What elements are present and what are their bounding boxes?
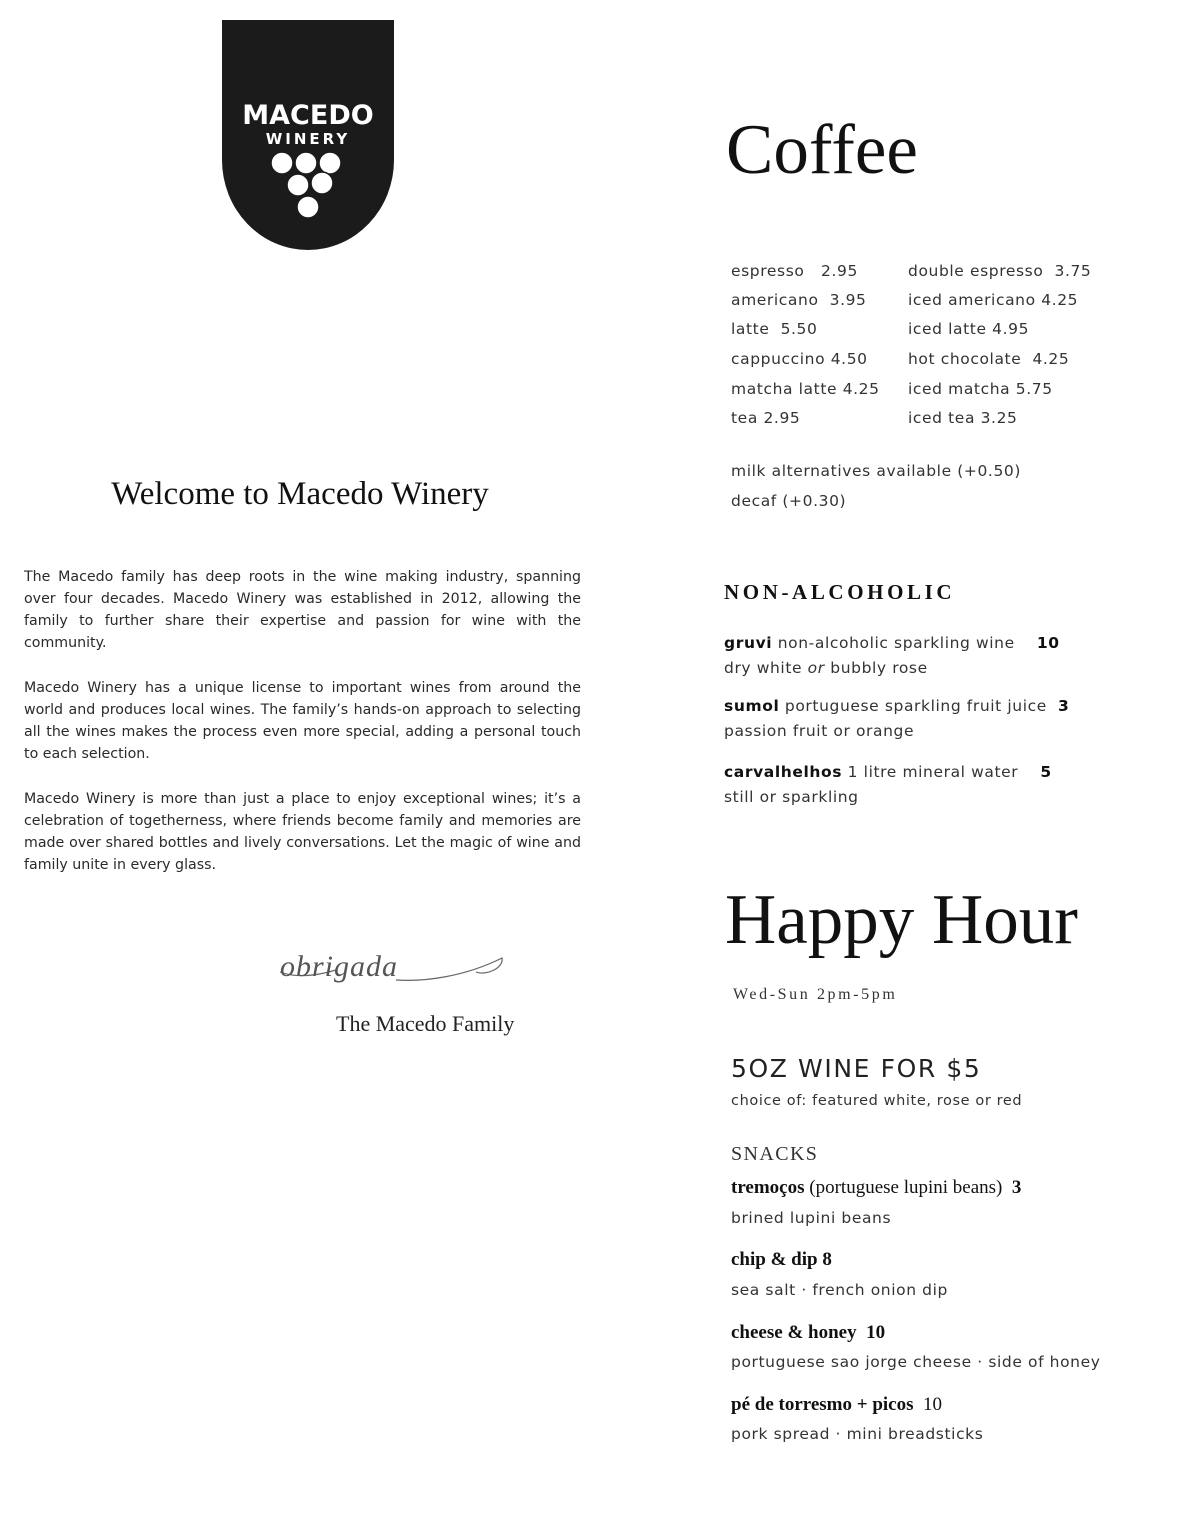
snack-desc: portuguese sao jorge cheese · side of honey xyxy=(731,1353,1101,1371)
winery-logo xyxy=(222,20,394,250)
coffee-item: double espresso 3.75 xyxy=(908,262,1092,280)
snack-desc: pork spread · mini breadsticks xyxy=(731,1425,984,1443)
happy-hour-title: Happy Hour xyxy=(725,881,1078,959)
intro-paragraph: The Macedo family has deep roots in the wine making industry, spanning over four decades. Macedo Winery was established in 2012, allowing the family to further share their expertise and passion for wine with the community. xyxy=(24,569,581,651)
happy-hour-time: Wed-Sun 2pm-5pm xyxy=(733,986,898,1003)
coffee-item: iced latte 4.95 xyxy=(908,320,1030,338)
wine-choice: choice of: featured white, rose or red xyxy=(731,1093,1023,1109)
non-alcoholic-title: NON-ALCOHOLIC xyxy=(724,580,956,604)
na-item: carvalhelhos 1 litre mineral water 5 xyxy=(724,763,1052,781)
coffee-item: iced matcha 5.75 xyxy=(908,380,1053,398)
welcome-title: Welcome to Macedo Winery xyxy=(111,476,489,512)
coffee-item: espresso 2.95 xyxy=(731,262,858,280)
coffee-item: iced tea 3.25 xyxy=(908,409,1018,427)
coffee-item: americano 3.95 xyxy=(731,291,867,309)
na-item-options: passion fruit or orange xyxy=(724,722,915,740)
coffee-title: Coffee xyxy=(726,111,918,189)
snack-desc: sea salt · french onion dip xyxy=(731,1281,948,1299)
snack-name: tremoços (portuguese lupini beans) 3 xyxy=(731,1177,1022,1198)
coffee-item: tea 2.95 xyxy=(731,409,801,427)
snack-name: chip & dip 8 xyxy=(731,1249,832,1270)
coffee-item: cappuccino 4.50 xyxy=(731,350,868,368)
milk-note: milk alternatives available (+0.50) xyxy=(731,462,1022,480)
signature: obrigada xyxy=(280,950,399,983)
coffee-item: matcha latte 4.25 xyxy=(731,380,880,398)
snack-name: pé de torresmo + picos 10 xyxy=(731,1394,943,1415)
logo-shield xyxy=(222,20,394,250)
na-item-options: dry white or bubbly rose xyxy=(724,659,928,677)
family-name: The Macedo Family xyxy=(336,1011,515,1036)
logo-sub: WINERY xyxy=(265,130,351,148)
na-item-options: still or sparkling xyxy=(724,788,859,806)
decaf-note: decaf (+0.30) xyxy=(731,492,847,510)
snack-desc: brined lupini beans xyxy=(731,1209,892,1227)
coffee-item: iced americano 4.25 xyxy=(908,291,1079,309)
na-item: sumol portuguese sparkling fruit juice 3 xyxy=(724,697,1070,715)
wine-deal: 5OZ WINE FOR $5 xyxy=(731,1054,982,1083)
coffee-item: hot chocolate 4.25 xyxy=(908,350,1070,368)
logo-brand: MACEDO xyxy=(242,100,374,131)
snacks-heading: SNACKS xyxy=(731,1143,819,1165)
snack-name: cheese & honey 10 xyxy=(731,1322,886,1343)
na-item: gruvi non-alcoholic sparkling wine 10 xyxy=(724,634,1060,652)
intro-paragraph: Macedo Winery is more than just a place to enjoy exceptional wines; it’s a celebration of togetherness, where friends become family and memories are made over shared bottles and lively conversations. Let the magic of wine and family unite in every glass. xyxy=(24,791,581,873)
coffee-item: latte 5.50 xyxy=(731,320,818,338)
intro-paragraph: Macedo Winery has a unique license to important wines from around the world and produces local wines. The family’s hands-on approach to selecting all the wines makes the process even more special, adding a personal touch to each selection. xyxy=(24,680,581,762)
